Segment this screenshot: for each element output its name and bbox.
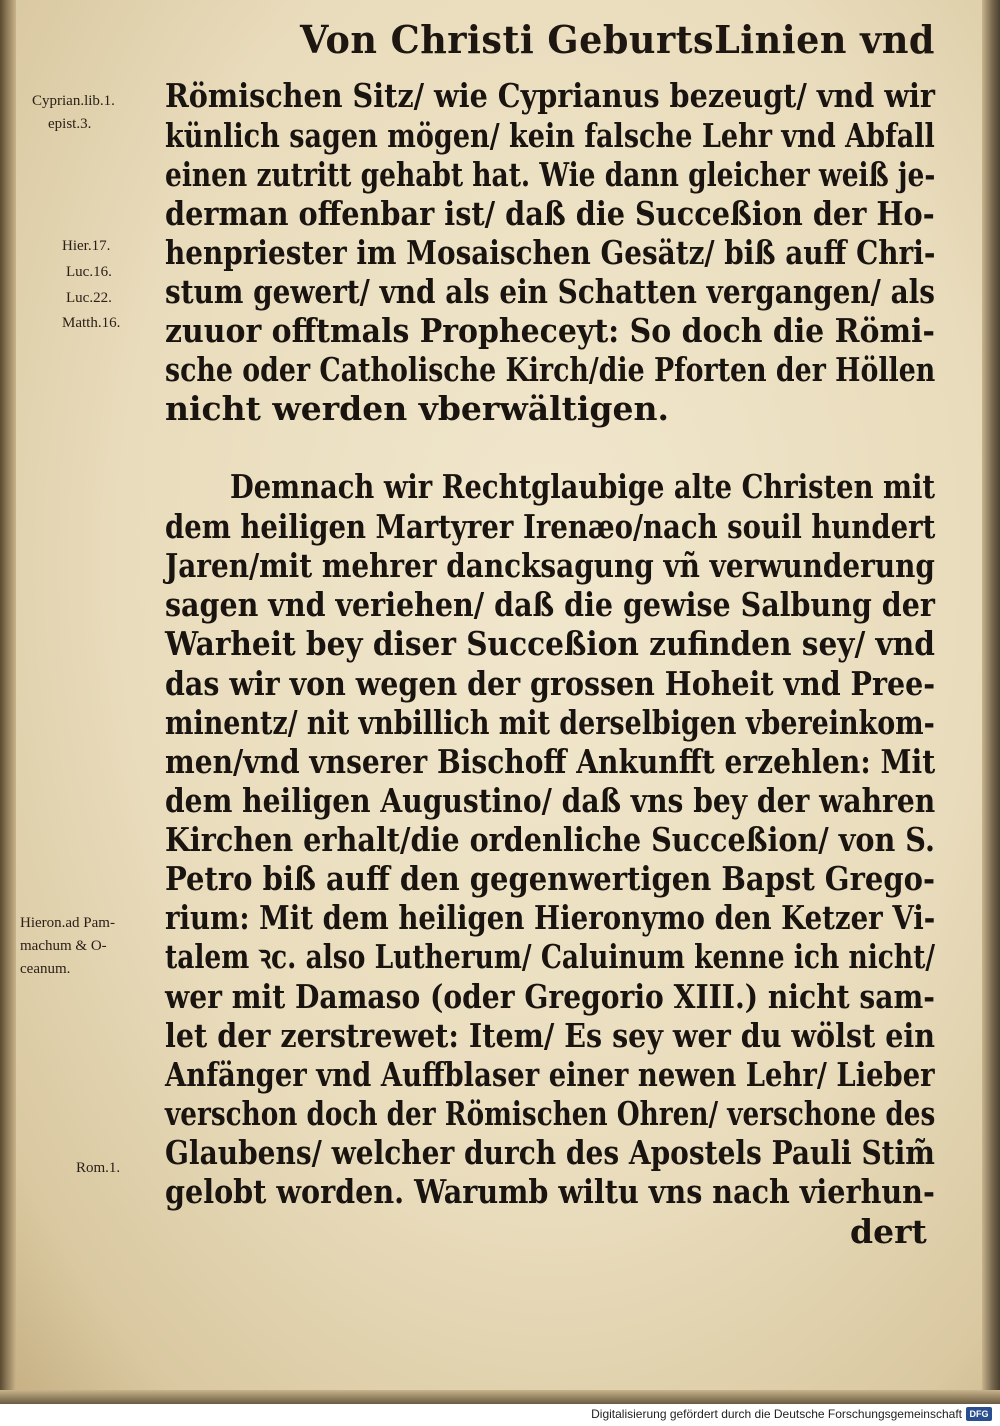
text-line: sche oder Catholische Kirch/die Pforten der Höllen xyxy=(165,350,936,389)
text-line: dem heiligen Martyrer Irenæo/nach souil hundert xyxy=(165,507,936,546)
margin-note: Luc.16. xyxy=(66,264,112,280)
footer-bar xyxy=(0,1404,1000,1426)
dfg-logo-icon: DFG xyxy=(966,1407,992,1421)
text-line: sagen vnd veriehen/ daß die gewise Salbung der xyxy=(165,585,935,624)
text-line: Warheit bey diser Succeßion zufinden sey/ vnd xyxy=(165,624,935,663)
text-line: nicht werden vberwältigen. xyxy=(165,389,669,428)
text-line: derman offenbar ist/ daß die Succeßion der Ho- xyxy=(165,194,935,233)
text-line: rium: Mit dem heiligen Hieronymo den Ketzer Vi- xyxy=(165,898,936,937)
text-line: Glaubens/ welcher durch des Apostels Pauli Stim̃ xyxy=(165,1133,935,1172)
margin-note: Rom.1. xyxy=(76,1160,121,1176)
text-line: gelobt worden. Warumb wiltu vns nach vierhun- xyxy=(165,1172,935,1211)
text-line: let der zerstrewet: Item/ Es sey wer du wölst ein xyxy=(165,1016,936,1055)
margin-note: epist.3. xyxy=(48,116,92,132)
margin-note: Hier.17. xyxy=(62,238,111,254)
margin-note: ceanum. xyxy=(20,961,71,977)
text-line: Römischen Sitz/ wie Cyprianus bezeugt/ vnd wir xyxy=(165,76,935,115)
page-bottom-edge xyxy=(0,1390,1000,1404)
text-line: Anfänger vnd Auffblaser einer newen Lehr/ Lieber xyxy=(165,1055,935,1094)
text-line: Kirchen erhalt/die ordenliche Succeßion/ von S. xyxy=(165,820,935,859)
text-line: minentz/ nit vnbillich mit derselbigen vbereinkom- xyxy=(165,703,935,742)
text-line: Jaren/mit mehrer dancksagung vñ verwunderung xyxy=(165,546,935,585)
margin-note: Luc.22. xyxy=(66,290,112,306)
text-line: wer mit Damaso (oder Gregorio XIII.) nicht sam- xyxy=(165,977,935,1016)
page-left-edge xyxy=(0,0,16,1404)
margin-note: machum & O- xyxy=(20,938,107,954)
text-line: dem heiligen Augustino/ daß vns bey der wahren xyxy=(165,781,936,820)
margin-note: Cyprian.lib.1. xyxy=(32,93,115,109)
text-line: stum gewert/ vnd als ein Schatten vergangen/ als xyxy=(165,272,935,311)
catchword: dert xyxy=(850,1212,927,1251)
text-line: verschon doch der Römischen Ohren/ verschone des xyxy=(165,1094,936,1133)
running-title: Von Christi GeburtsLinien vnd xyxy=(300,17,935,62)
text-line: talem ꝛc. also Lutherum/ Caluinum kenne ich nicht/ xyxy=(165,937,936,976)
page-right-edge xyxy=(982,0,1000,1404)
text-line: zuuor offtmals Propheceyt: So doch die Römi- xyxy=(165,311,935,350)
text-line: Petro biß auff den gegenwertigen Bapst Grego- xyxy=(165,859,935,898)
margin-note: Matth.16. xyxy=(62,315,121,331)
text-line: einen zutritt gehabt hat. Wie dann gleicher weiß je- xyxy=(165,155,936,194)
text-line: Demnach wir Rechtglaubige alte Christen mit xyxy=(230,467,936,506)
text-line: men/vnd vnserer Bischoff Ankunfft erzehlen: Mit xyxy=(165,742,936,781)
funding-credit: Digitalisierung gefördert durch die Deutsche Forschungsgemeinschaft xyxy=(591,1407,962,1421)
text-line: künlich sagen mögen/ kein falsche Lehr vnd Abfall xyxy=(165,116,935,155)
text-line: das wir von wegen der grossen Hoheit vnd Pree- xyxy=(165,664,936,703)
text-line: henpriester im Mosaischen Gesätz/ biß auff Chri- xyxy=(165,233,936,272)
margin-note: Hieron.ad Pam- xyxy=(20,915,115,931)
